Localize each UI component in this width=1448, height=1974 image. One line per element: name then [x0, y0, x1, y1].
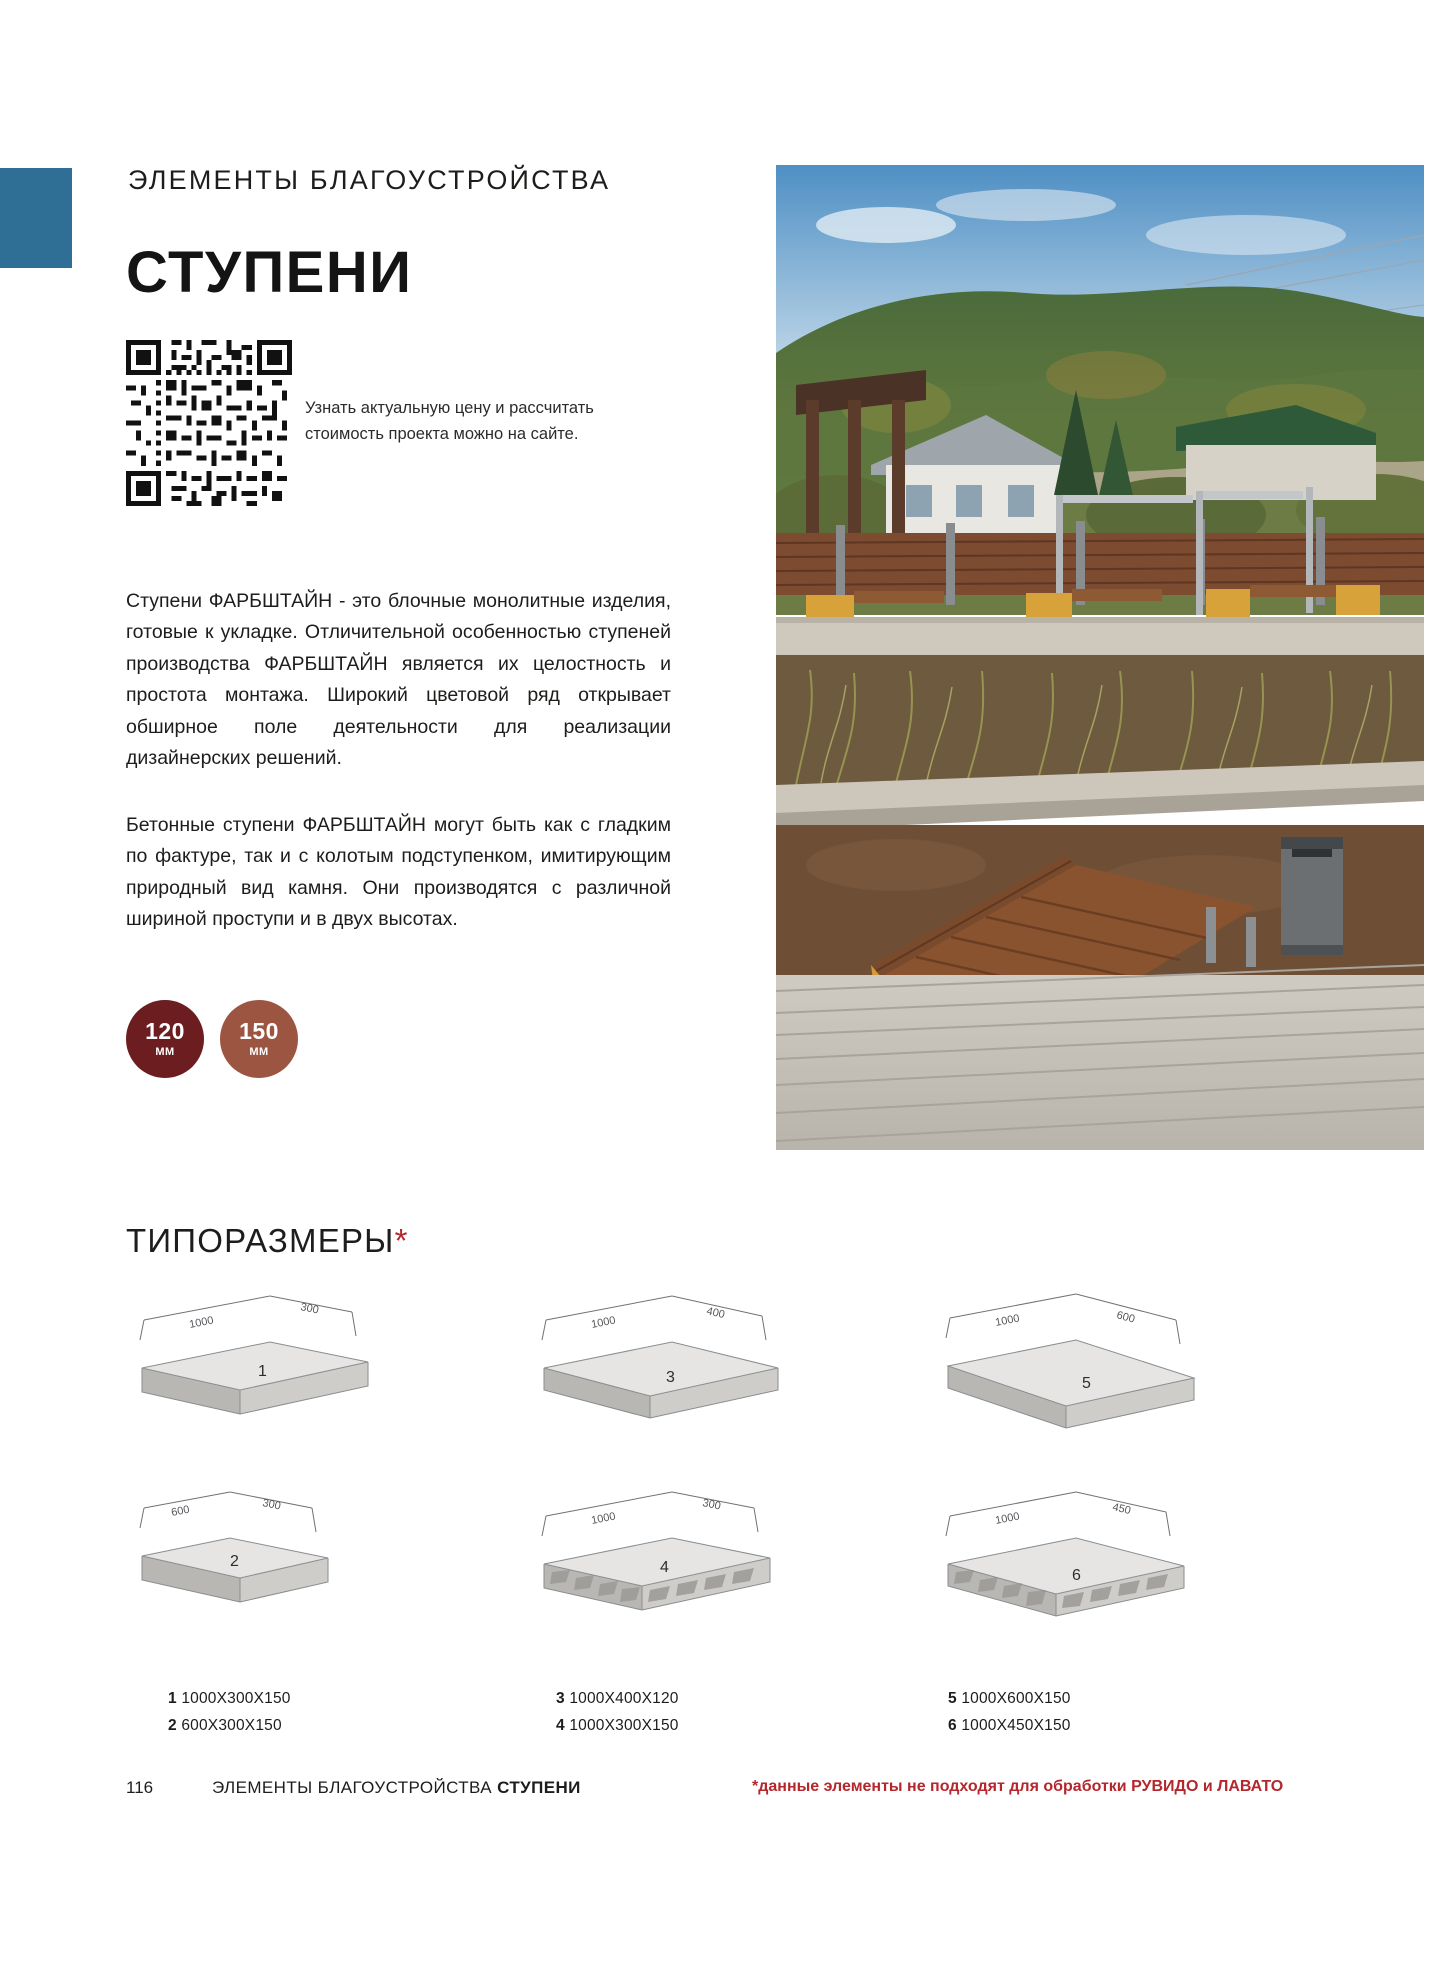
- diagram-6: [926, 1486, 1326, 1676]
- page-title: СТУПЕНИ: [126, 239, 413, 305]
- intro-paragraph-2: Бетонные ступени ФАРБШТАЙН могут быть как с гладким по фактуре, так и с колотым подступенком, имитирующим природный вид камня. Они производятся с различной шириной проступи и в двух высотах.: [126, 813, 671, 931]
- section-title-asterisk: *: [394, 1222, 409, 1259]
- size-item-5-num: 5: [948, 1690, 957, 1707]
- size-item-6-dim: 1000X450X150: [961, 1717, 1071, 1734]
- section-title: [126, 1222, 409, 1260]
- diagram-5: [926, 1290, 1326, 1480]
- badge-120mm-value: 120: [145, 1018, 185, 1044]
- svg-text:400: 400: [705, 1305, 726, 1322]
- landscape-photo: [776, 165, 1424, 1150]
- svg-text:600: 600: [170, 1503, 191, 1519]
- svg-text:1000: 1000: [590, 1510, 617, 1527]
- svg-text:600: 600: [1115, 1309, 1137, 1326]
- intro-paragraph-1: Ступени ФАРБШТАЙН - это блочные монолитные изделия, готовые к укладке. Отличительной особенностью ступеней производства ФАРБШТАЙН является их целостность и простота монтажа. Широкий цветовой ряд открывает обширное поле деятельности для реализации дизайнерских решений.: [126, 589, 671, 770]
- size-column-1: [168, 1690, 291, 1744]
- size-column-2: [556, 1690, 679, 1744]
- svg-text:1000: 1000: [994, 1510, 1021, 1527]
- qr-code-icon[interactable]: [126, 340, 292, 506]
- size-item-3-dim: 1000X400X120: [569, 1690, 679, 1707]
- svg-text:300: 300: [299, 1301, 320, 1317]
- height-badges: [126, 1000, 298, 1078]
- diagram-1-index: 1: [258, 1363, 267, 1380]
- size-item-2: [168, 1717, 291, 1735]
- size-column-3: [948, 1690, 1071, 1744]
- diagram-5-index: 5: [1082, 1375, 1091, 1392]
- size-item-1: [168, 1690, 291, 1708]
- diagram-2: [120, 1486, 520, 1676]
- size-item-2-num: 2: [168, 1717, 177, 1734]
- svg-text:1000: 1000: [590, 1314, 617, 1331]
- badge-150mm: [220, 1000, 298, 1078]
- footer-label-bold: СТУПЕНИ: [497, 1778, 581, 1797]
- qr-caption: Узнать актуальную цену и рассчитать стоимость проекта можно на сайте.: [305, 399, 594, 443]
- diagram-3: [522, 1290, 922, 1480]
- typesize-diagrams: [120, 1290, 1330, 1680]
- diagram-4-index: 4: [660, 1559, 669, 1576]
- badge-120mm-unit: ММ: [155, 1046, 175, 1058]
- page-kicker: ЭЛЕМЕНТЫ БЛАГОУСТРОЙСТВА: [128, 165, 611, 195]
- svg-text:450: 450: [1111, 1501, 1132, 1518]
- badge-150mm-value: 150: [239, 1018, 279, 1044]
- svg-text:1000: 1000: [994, 1312, 1021, 1329]
- page-number: 116: [126, 1778, 154, 1797]
- svg-text:1000: 1000: [188, 1314, 215, 1331]
- size-item-6: [948, 1717, 1071, 1735]
- size-item-3-num: 3: [556, 1690, 565, 1707]
- svg-text:300: 300: [701, 1497, 722, 1513]
- footer-label-normal: ЭЛЕМЕНТЫ БЛАГОУСТРОЙСТВА: [212, 1778, 498, 1797]
- size-item-2-dim: 600X300X150: [181, 1717, 282, 1734]
- size-item-6-num: 6: [948, 1717, 957, 1734]
- diagram-1: [120, 1290, 520, 1480]
- size-item-4: [556, 1717, 679, 1735]
- size-item-4-dim: 1000X300X150: [569, 1717, 679, 1734]
- size-item-4-num: 4: [556, 1717, 565, 1734]
- size-item-1-num: 1: [168, 1690, 177, 1707]
- diagram-6-index: 6: [1072, 1567, 1081, 1584]
- size-item-5-dim: 1000X600X150: [961, 1690, 1071, 1707]
- decorative-blue-square: [0, 168, 72, 268]
- footer-note: *данные элементы не подходят для обработки РУВИДО и ЛАВАТО: [752, 1778, 1284, 1795]
- size-item-5: [948, 1690, 1071, 1708]
- svg-text:300: 300: [261, 1497, 282, 1513]
- diagram-2-index: 2: [230, 1553, 239, 1570]
- size-item-3: [556, 1690, 679, 1708]
- badge-150mm-unit: ММ: [249, 1046, 269, 1058]
- section-title-text: ТИПОРАЗМЕРЫ: [126, 1222, 395, 1259]
- footer-label: [212, 1778, 581, 1798]
- diagram-3-index: 3: [666, 1369, 675, 1386]
- badge-120mm: [126, 1000, 204, 1078]
- size-item-1-dim: 1000X300X150: [181, 1690, 291, 1707]
- diagram-4: [522, 1486, 922, 1676]
